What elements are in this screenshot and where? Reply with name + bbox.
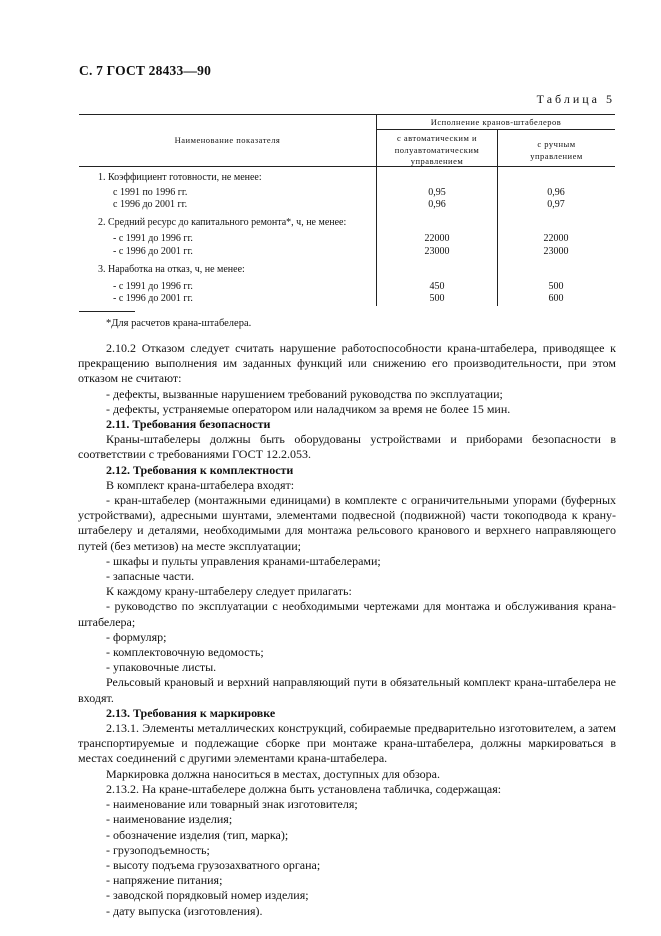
paragraph: - упаковочные листы. [106, 660, 217, 675]
body-text [78, 341, 616, 919]
table-cell-manual: 0,96 [547, 187, 565, 198]
table-header-bottom-rule [79, 166, 615, 167]
table-cell-auto: 0,96 [428, 199, 446, 210]
paragraph: - наименование или товарный знак изготовителя; [106, 797, 358, 812]
paragraph: В комплект крана-штабелера входят: [106, 477, 295, 492]
col-auto-header [377, 133, 497, 168]
paragraph: - дату выпуска (изготовления). [106, 903, 263, 918]
footnote: *Для расчетов крана-штабелера. [106, 318, 252, 329]
paragraph: К каждому крану-штабелеру следует прилагать: [106, 584, 352, 599]
paragraph: - формуляр; [106, 629, 167, 644]
col-auto-line-3: управлением [410, 156, 464, 166]
paragraph: - напряжение питания; [106, 873, 223, 888]
paragraph: - дефекты, вызванные нарушением требований руководства по эксплуатации; [106, 386, 503, 401]
section-heading: 2.11. Требования безопасности [106, 417, 271, 432]
paragraph: Маркировка должна наноситься в местах, доступных для обзора. [106, 766, 441, 781]
table-row-label: - с 1991 до 1996 гг. [113, 281, 193, 292]
paragraph: - шкафы и пульты управления кранами-штабелерами; [106, 553, 381, 568]
paragraph: 2.10.2 Отказом следует считать нарушение работоспособности крана-штабелера, приводящее к прекращению выполнения им заданных функций или снижению его производительности, при этом отказом не считают: [78, 341, 616, 386]
col-manual-line-1: с ручным [537, 139, 576, 149]
col-group-header: Исполнение кранов-штабелеров [430, 117, 562, 127]
footnote-rule [79, 311, 135, 312]
col-auto-line-1: с автоматическим и [396, 133, 478, 143]
paragraph: - заводской порядковый номер изделия; [106, 888, 309, 903]
table-cell-manual: 0,97 [547, 199, 565, 210]
paragraph: - дефекты, устраняемые оператором или наладчиком за время не более 15 мин. [106, 401, 511, 416]
table-cell-auto: 22000 [424, 233, 450, 244]
table-top-rule [79, 114, 615, 115]
paragraph: - высоту подъема грузозахватного органа; [106, 857, 321, 872]
table-cell-manual: 23000 [543, 246, 569, 257]
paragraph: - руководство по эксплуатации с необходимыми чертежами для монтажа и обслуживания крана-штабелера; [78, 599, 616, 629]
page-header: С. 7 ГОСТ 28433—90 [79, 63, 212, 78]
table-row-label: с 1996 до 2001 гг. [113, 199, 188, 210]
table-caption: Таблица 5 [536, 92, 615, 106]
paragraph: - обозначение изделия (тип, марка); [106, 827, 289, 842]
table-row-label: 1. Коэффициент готовности, не менее: [98, 172, 262, 183]
table-cell-manual: 500 [548, 281, 564, 292]
paragraph: - кран-штабелер (монтажными единицами) в комплекте с ограничительными упорами (буферных устройствами), адресными шунтами, элементами подвесной (подвижной) части токоподвода к крану-штабелеру и деталями, необходимыми для монтажа рельсового кранового и верхнего направляющего путей (без метизов) на месте эксплуатации; [78, 493, 616, 553]
paragraph: - запасные части. [106, 569, 195, 584]
table-cell-auto: 500 [429, 293, 445, 304]
col-manual-line-2: управлением [530, 150, 583, 161]
paragraph: 2.13.2. На кране-штабелере должна быть установлена табличка, содержащая: [106, 781, 502, 796]
table-row-label: 3. Наработка на отказ, ч, не менее: [98, 264, 245, 275]
table-row-label: 2. Средний ресурс до капитального ремонта*, ч, не менее: [98, 217, 347, 228]
col-auto-line-2: полуавтоматическим [394, 144, 480, 155]
table-row-label: - с 1996 до 2001 гг. [113, 293, 193, 304]
col-name-header: Наименование показателя [174, 135, 281, 145]
table-header-mid-rule [376, 129, 615, 130]
paragraph: Краны-штабелеры должны быть оборудованы устройствами и приборами безопасности в соответствии с требованиями ГОСТ 12.2.053. [78, 432, 616, 462]
paragraph: - наименование изделия; [106, 812, 233, 827]
table-row-label: - с 1991 до 1996 гг. [113, 233, 193, 244]
section-heading: 2.12. Требования к комплектности [106, 462, 294, 477]
table-cell-auto: 450 [429, 281, 445, 292]
paragraph: - комплектовочную ведомость; [106, 645, 264, 660]
table-cell-auto: 0,95 [428, 187, 446, 198]
table-row-label: с 1991 по 1996 гг. [113, 187, 188, 198]
paragraph: Рельсовый крановый и верхний направляющий пути в обязательный комплект крана-штабелера не входят. [78, 675, 616, 705]
paragraph: 2.13.1. Элементы металлических конструкций, собираемые предварительно изготовителем, а затем транспортируемые и подлежащие сборке при монтаже крана-штабелера, должны маркироваться в местах соединений с другими элементами крана-штабелера. [78, 721, 616, 766]
table-row-label: - с 1996 до 2001 гг. [113, 246, 193, 257]
section-heading: 2.13. Требования к маркировке [106, 705, 276, 720]
table-cell-manual: 600 [548, 293, 564, 304]
table-cell-manual: 22000 [543, 233, 569, 244]
table-cell-auto: 23000 [424, 246, 450, 257]
paragraph: - грузоподъемность; [106, 842, 210, 857]
col-manual-header [498, 139, 615, 162]
